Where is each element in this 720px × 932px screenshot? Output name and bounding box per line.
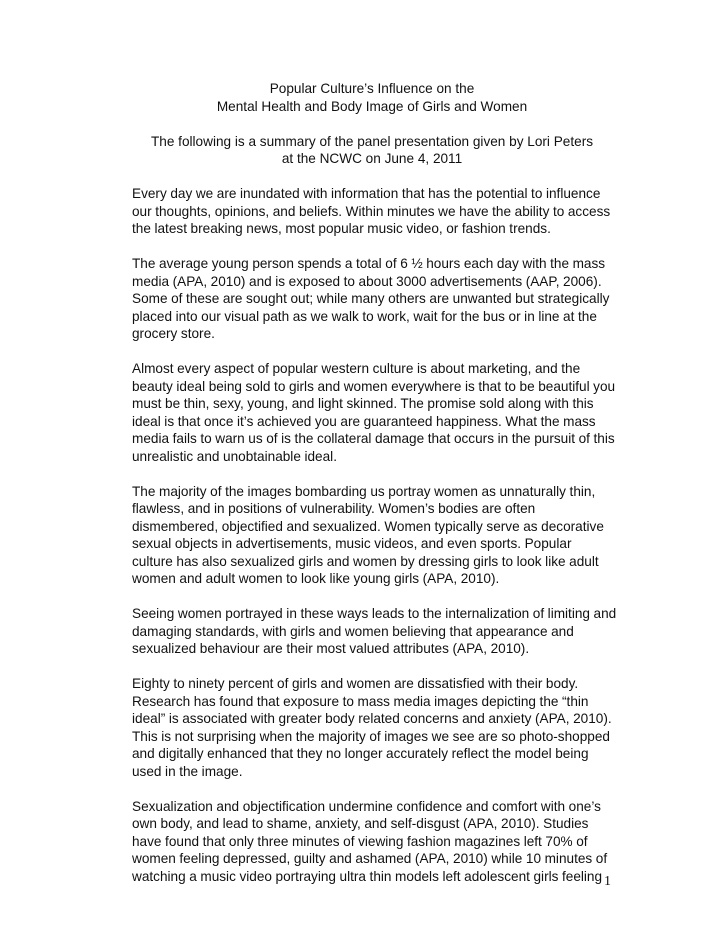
text-line: used in the image. — [132, 763, 243, 779]
text-line: grocery store. — [132, 326, 215, 341]
paragraph-2 — [132, 255, 612, 343]
paragraph-5 — [132, 605, 617, 658]
text-line: Every day we are inundated with information that has the potential to influence — [132, 186, 601, 201]
text-line: Almost every aspect of popular western culture is about marketing, and the — [132, 361, 581, 376]
text-line: sexual objects in advertisements, music videos, and even sports. Popular — [132, 536, 572, 551]
text-line: and digitally enhanced that they no longer accurately reflect the model being — [132, 746, 589, 761]
text-line: unrealistic and unobtainable ideal. — [132, 448, 337, 464]
text-line: Eighty to ninety percent of girls and women are dissatisfied with their body. — [132, 676, 579, 691]
paragraph-6 — [132, 675, 612, 780]
paragraph-4 — [132, 483, 612, 588]
text-line: Seeing women portrayed in these ways leads to the internalization of limiting and — [132, 606, 617, 621]
title-line: Popular Culture’s Influence on the — [269, 81, 475, 96]
page-number: 1 — [604, 874, 611, 889]
title-line: Mental Health and Body Image of Girls and Women — [216, 98, 528, 114]
text-line: media fails to warn us of is the collateral damage that occurs in the pursuit of this — [132, 431, 615, 446]
subtitle-line: The following is a summary of the panel presentation given by Lori Peters — [150, 133, 594, 149]
text-line: our thoughts, opinions, and beliefs. Within minutes we have the ability to access — [132, 203, 611, 219]
paragraph-7 — [132, 798, 612, 886]
paragraph-1 — [132, 185, 612, 238]
text-line: Some of these are sought out; while many others are unwanted but strategically — [132, 291, 610, 306]
subtitle-line: at the NCWC on June 4, 2011 — [281, 151, 463, 166]
text-line: This is not surprising when the majority of images we see are so photo-shopped — [132, 728, 610, 744]
text-line: The majority of the images bombarding us portray women as unnaturally thin, — [132, 483, 596, 499]
text-line: watching a music video portraying ultra thin models left adolescent girls feeling — [132, 868, 603, 884]
document-body — [132, 80, 617, 885]
text-line: beauty ideal being sold to girls and women everywhere is that to be beautiful you — [132, 378, 616, 394]
document-title — [132, 80, 612, 115]
document-subtitle — [132, 133, 612, 168]
text-line: placed into our visual path as we walk to work, wait for the bus or in line at the — [132, 308, 597, 324]
text-line: own body, and lead to shame, anxiety, and self-disgust (APA, 2010). Studies — [132, 816, 589, 831]
text-line: culture has also sexualized girls and women by dressing girls to look like adult — [132, 553, 599, 569]
text-line: women and adult women to look like young girls (APA, 2010). — [132, 571, 500, 586]
text-line: must be thin, sexy, young, and light skinned. The promise sold along with this — [132, 396, 594, 411]
text-line: the latest breaking news, most popular music video, or fashion trends. — [132, 221, 551, 236]
text-line: have found that only three minutes of viewing fashion magazines left 70% of — [132, 833, 588, 849]
text-line: Sexualization and objectification undermine confidence and comfort with one’s — [132, 798, 601, 814]
paragraph-3 — [132, 360, 616, 465]
text-line: sexualized behaviour are their most valued attributes (APA, 2010). — [132, 641, 530, 656]
text-line: damaging standards, with girls and women believing that appearance and — [132, 623, 574, 639]
text-line: Research has found that exposure to mass media images depicting the “thin — [132, 693, 589, 709]
text-line: media (APA, 2010) and is exposed to about 3000 advertisements (AAP, 2006). — [132, 273, 602, 289]
text-line: ideal is that once it’s achieved you are guaranteed happiness. What the mass — [132, 413, 596, 429]
text-line: dismembered, objectified and sexualized. Women typically serve as decorative — [132, 518, 604, 534]
text-line: The average young person spends a total of 6 ½ hours each day with the mass — [132, 256, 606, 271]
text-line: women feeling depressed, guilty and ashamed (APA, 2010) while 10 minutes of — [132, 851, 608, 866]
text-line: ideal” is associated with greater body related concerns and anxiety (APA, 2010). — [132, 711, 612, 726]
text-line: flawless, and in positions of vulnerability. Women’s bodies are often — [132, 501, 536, 516]
